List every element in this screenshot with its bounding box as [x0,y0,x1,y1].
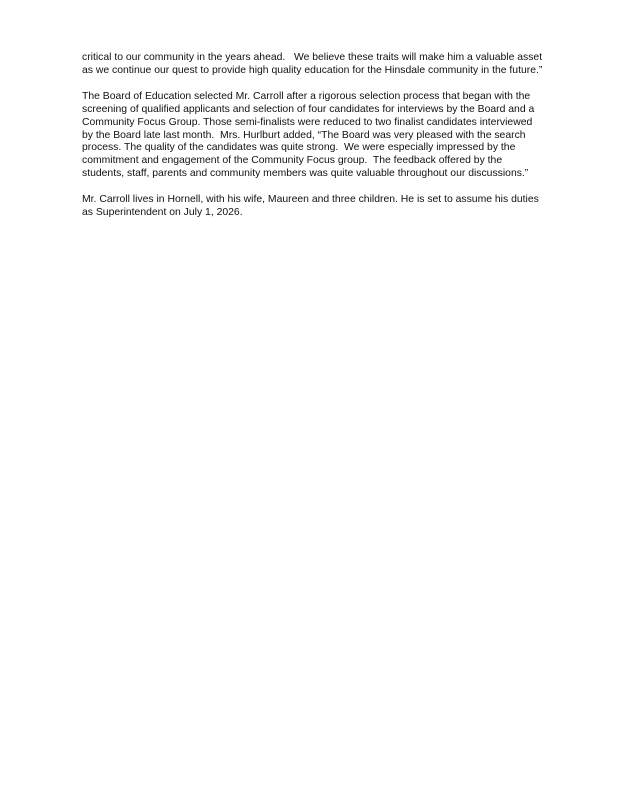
paragraph-line: critical to our community in the years ahead. We believe these traits will make him a valuable asset [82,52,543,63]
paragraph-selection-process [82,91,612,181]
paragraph-residence [82,194,612,220]
paragraph-line: Mr. Carroll lives in Hornell, with his wife, Maureen and three children. He is set to assume his duties [82,194,539,206]
paragraph-line: as Superintendent on July 1, 2026. [82,207,243,219]
paragraph-line: by the Board late last month. Mrs. Hurlburt added, “The Board was very pleased with the search [82,129,526,141]
paragraph-line: commitment and engagement of the Community Focus group. The feedback offered by the [82,155,503,167]
paragraph-line: as we continue our quest to provide high quality education for the Hinsdale community in the future.” [82,64,543,76]
paragraph-line: students, staff, parents and community members was quite valuable throughout our discussions.” [82,168,529,180]
paragraph-closing-quote [82,52,612,78]
paragraph-line: process. The quality of the candidates was quite strong. We were especially impressed by the [82,142,516,154]
paragraph-line: screening of qualified applicants and selection of four candidates for interviews by the Board and a [82,103,535,115]
document-body [82,52,612,233]
paragraph-line: The Board of Education selected Mr. Carroll after a rigorous selection process that began with the [82,90,531,102]
paragraph-line: Community Focus Group. Those semi-finalists were reduced to two finalist candidates interviewed [82,116,533,128]
